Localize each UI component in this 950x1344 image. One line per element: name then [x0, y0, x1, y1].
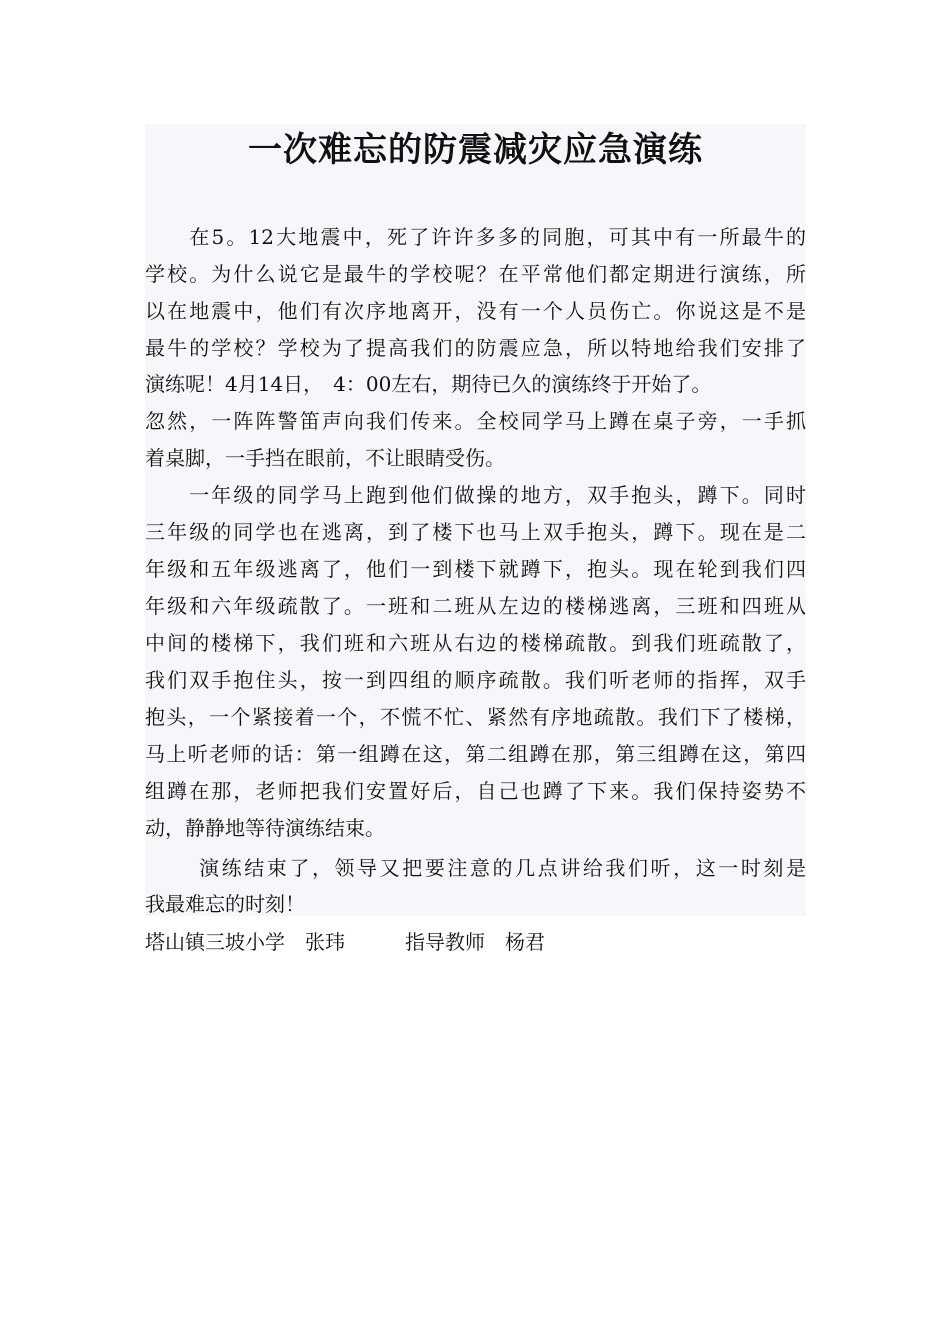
- paragraph-line: 动，静静地等待演练结束。: [145, 816, 385, 840]
- paragraph-line: 最牛的学校？学校为了提高我们的防震应急，所以特地给我们安排了: [145, 336, 806, 360]
- paragraph-line: 着桌脚，一手挡在眼前，不让眼睛受伤。: [145, 446, 505, 470]
- paragraph-line: 在5。12大地震中，死了许许多多的同胞，可其中有一所最牛的: [145, 225, 806, 249]
- paragraph-line: 我们双手抱住头，按一到四组的顺序疏散。我们听老师的指挥，双手: [145, 668, 806, 692]
- document-title: 一次难忘的防震减灾应急演练: [248, 130, 703, 170]
- paragraph-line: 忽然，一阵阵警笛声向我们传来。全校同学马上蹲在桌子旁，一手抓: [145, 409, 806, 433]
- paragraph-line: 演练呢！4月14日， 4：00左右，期待已久的演练终于开始了。: [145, 372, 712, 396]
- paragraph-line: 组蹲在那，老师把我们安置好后，自己也蹲了下来。我们保持姿势不: [145, 779, 806, 803]
- paragraph-line: 学校。为什么说它是最牛的学校呢？在平常他们都定期进行演练，所: [145, 262, 806, 286]
- paragraph-line: 马上听老师的话：第一组蹲在这，第二组蹲在那，第三组蹲在这，第四: [145, 742, 806, 766]
- author-signature: 塔山镇三坡小学 张玮 指导教师 杨君: [145, 930, 545, 954]
- paragraph-line: 三年级的同学也在逃离，到了楼下也马上双手抱头，蹲下。现在是二: [145, 520, 806, 544]
- paragraph-line: 演练结束了，领导又把要注意的几点讲给我们听，这一时刻是: [145, 856, 806, 880]
- paragraph-line: 年级和五年级逃离了，他们一到楼下就蹲下，抱头。现在轮到我们四: [145, 557, 806, 581]
- paragraph-line: 抱头，一个紧接着一个，不慌不忙、紧然有序地疏散。我们下了楼梯，: [145, 705, 806, 729]
- paragraph-line: 以在地震中，他们有次序地离开，没有一个人员伤亡。你说这是不是: [145, 299, 806, 323]
- paragraph-line: 我最难忘的时刻！: [145, 892, 305, 916]
- paragraph-line: 中间的楼梯下，我们班和六班从右边的楼梯疏散。到我们班疏散了，: [145, 631, 806, 655]
- paragraph-line: 一年级的同学马上跑到他们做操的地方，双手抱头，蹲下。同时: [145, 483, 806, 507]
- paragraph-line: 年级和六年级疏散了。一班和二班从左边的楼梯逃离，三班和四班从: [145, 594, 806, 618]
